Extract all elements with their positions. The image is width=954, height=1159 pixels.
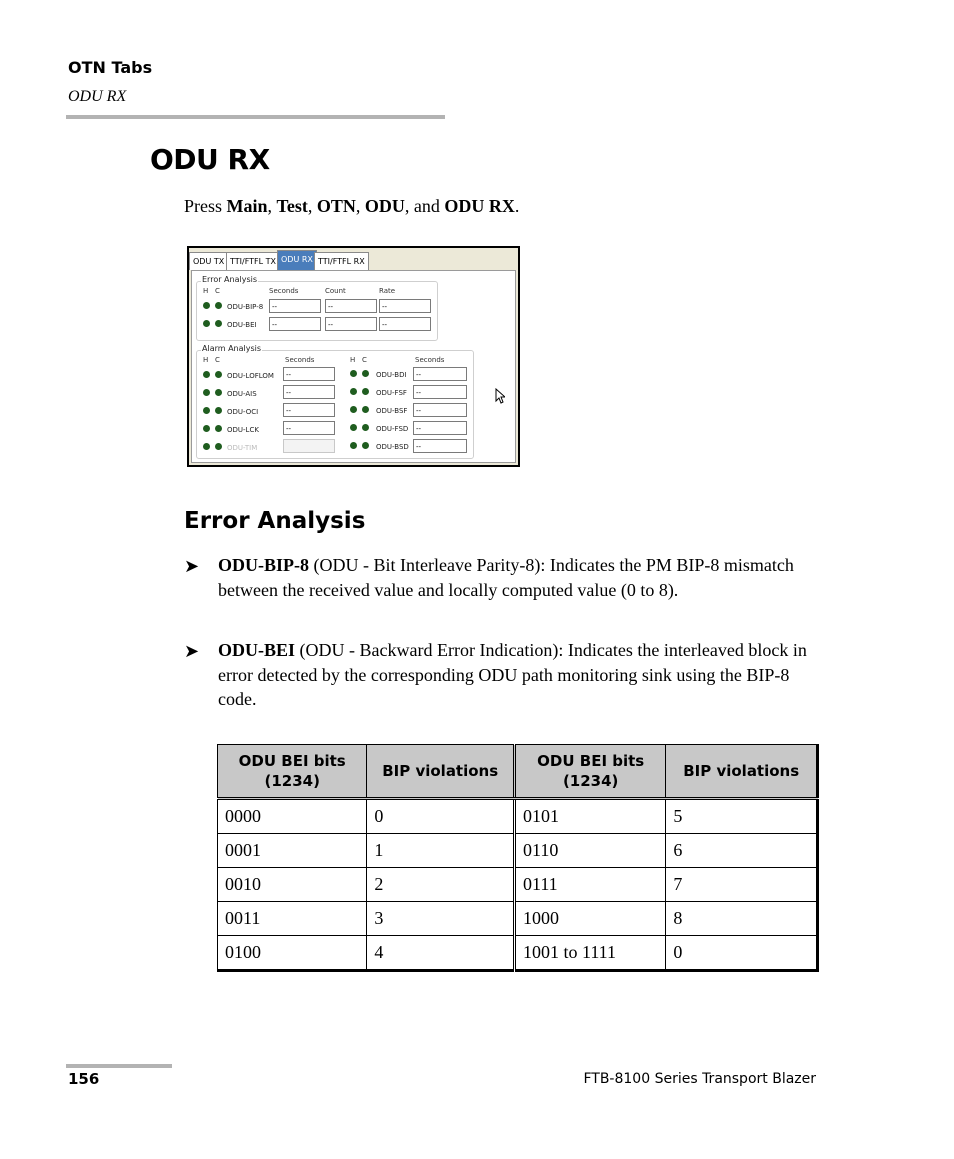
header-rule: [66, 115, 445, 119]
current-led-icon: [215, 389, 222, 396]
col-h-right: H: [350, 356, 356, 364]
col-c-right: C: [362, 356, 367, 364]
current-led-icon: [215, 443, 222, 450]
col-seconds: Seconds: [285, 356, 315, 364]
oci-seconds-field: --: [283, 403, 335, 417]
bei-seconds-field: --: [269, 317, 321, 331]
alarm-label-odu-ais: ODU-AIS: [227, 390, 257, 398]
table-cell: 0011: [218, 902, 367, 936]
current-led-icon: [362, 442, 369, 449]
running-header-subtitle: ODU RX: [68, 88, 127, 105]
bullet-arrow-icon: ➤: [184, 641, 200, 661]
table-header: ODU BEI bits (1234): [218, 745, 367, 799]
tab-tti-ftfl-tx[interactable]: TTI/FTFL TX: [226, 252, 280, 270]
tab-tti-ftfl-rx[interactable]: TTI/FTFL RX: [314, 252, 369, 270]
table-cell: 0000: [218, 799, 367, 834]
table-cell: 8: [666, 902, 818, 936]
error-analysis-group: [196, 275, 438, 341]
history-led-icon: [203, 302, 210, 309]
col-rate: Rate: [379, 287, 396, 295]
ais-seconds-field: --: [283, 385, 335, 399]
table-header: BIP violations: [666, 745, 818, 799]
bdi-seconds-field: --: [413, 367, 467, 381]
col-h: H: [203, 287, 209, 295]
menu-path-test: Test: [276, 196, 308, 216]
fsd-seconds-field: --: [413, 421, 467, 435]
current-led-icon: [215, 425, 222, 432]
menu-path-odu: ODU: [364, 196, 405, 216]
table-header-row: [218, 745, 818, 799]
history-led-icon: [203, 389, 210, 396]
intro-paragraph: Press Main, Test, OTN, ODU, and ODU RX.: [184, 196, 520, 216]
bip8-seconds-field: --: [269, 299, 321, 313]
tab-odu-tx[interactable]: ODU TX: [189, 252, 228, 270]
tim-seconds-field: [283, 439, 335, 453]
current-led-icon: [215, 371, 222, 378]
alarm-label-odu-bsd: ODU-BSD: [376, 443, 409, 451]
table-cell: 0110: [515, 834, 666, 868]
history-led-icon: [203, 425, 210, 432]
table-cell: 0111: [515, 868, 666, 902]
table-cell: 0010: [218, 868, 367, 902]
bullet-description: (ODU - Backward Error Indication): Indicates the interleaved block in error detected by the corresponding ODU path monitoring sink using the BIP-8 code.: [218, 640, 807, 709]
menu-path-otn: OTN: [316, 196, 356, 216]
footer-rule: [66, 1064, 172, 1068]
history-led-icon: [350, 424, 357, 431]
history-led-icon: [350, 406, 357, 413]
current-led-icon: [215, 407, 222, 414]
fsf-seconds-field: --: [413, 385, 467, 399]
page-title: ODU RX: [150, 143, 270, 176]
table-cell: 5: [666, 799, 818, 834]
table-cell: 7: [666, 868, 818, 902]
table-cell: 6: [666, 834, 818, 868]
current-led-icon: [362, 406, 369, 413]
history-led-icon: [203, 371, 210, 378]
lck-seconds-field: --: [283, 421, 335, 435]
bip8-count-field: --: [325, 299, 377, 313]
table-cell: 1001 to 1111: [515, 936, 666, 971]
table-row: [218, 936, 818, 971]
current-led-icon: [362, 388, 369, 395]
current-led-icon: [362, 370, 369, 377]
table-cell: 0: [367, 799, 515, 834]
alarm-label-odu-bdi: ODU-BDI: [376, 371, 407, 379]
alarm-label-odu-bsf: ODU-BSF: [376, 407, 408, 415]
table-cell: 1: [367, 834, 515, 868]
col-h: H: [203, 356, 209, 364]
table-row: [218, 799, 818, 834]
odu-rx-screenshot: [187, 246, 520, 467]
table-header: ODU BEI bits (1234): [515, 745, 666, 799]
bullet-term: ODU-BEI: [218, 640, 296, 660]
alarm-label-odu-oci: ODU-OCI: [227, 408, 259, 416]
history-led-icon: [203, 407, 210, 414]
bei-count-field: --: [325, 317, 377, 331]
row-label-odu-bei: ODU-BEI: [227, 321, 257, 329]
row-label-odu-bip-8: ODU-BIP-8: [227, 303, 264, 311]
table-row: [218, 868, 818, 902]
alarm-label-odu-fsf: ODU-FSF: [376, 389, 407, 397]
alarm-analysis-group: [196, 344, 474, 459]
current-led-icon: [215, 302, 222, 309]
col-c: C: [215, 287, 220, 295]
table-cell: 1000: [515, 902, 666, 936]
col-seconds: Seconds: [269, 287, 299, 295]
loflom-seconds-field: --: [283, 367, 335, 381]
table-row: [218, 902, 818, 936]
tab-panel: [191, 270, 516, 463]
alarm-label-odu-lck: ODU-LCK: [227, 426, 259, 434]
table-cell: 3: [367, 902, 515, 936]
alarm-label-odu-fsd: ODU-FSD: [376, 425, 409, 433]
history-led-icon: [350, 370, 357, 377]
table-header: BIP violations: [367, 745, 515, 799]
section-heading: Error Analysis: [184, 508, 366, 534]
alarm-label-odu-loflom: ODU-LOFLOM: [227, 372, 274, 380]
bullet-arrow-icon: ➤: [184, 556, 200, 576]
table-cell: 0001: [218, 834, 367, 868]
bsd-seconds-field: --: [413, 439, 467, 453]
col-c: C: [215, 356, 220, 364]
bei-violations-table: [217, 744, 819, 972]
col-count: Count: [325, 287, 346, 295]
menu-path-odu-rx: ODU RX: [444, 196, 515, 216]
bullet-odu-bip-8: [218, 553, 818, 602]
bei-rate-field: --: [379, 317, 431, 331]
bsf-seconds-field: --: [413, 403, 467, 417]
history-led-icon: [350, 388, 357, 395]
history-led-icon: [203, 443, 210, 450]
table-cell: 4: [367, 936, 515, 971]
bullet-description: (ODU - Bit Interleave Parity-8): Indicates the PM BIP-8 mismatch between the received value and locally computed value (0 to 8).: [218, 555, 794, 600]
current-led-icon: [215, 320, 222, 327]
menu-path-main: Main: [226, 196, 268, 216]
bip8-rate-field: --: [379, 299, 431, 313]
col-seconds-right: Seconds: [415, 356, 445, 364]
history-led-icon: [203, 320, 210, 327]
history-led-icon: [350, 442, 357, 449]
current-led-icon: [362, 424, 369, 431]
footer-product-name: FTB-8100 Series Transport Blazer: [583, 1071, 816, 1087]
table-cell: 0100: [218, 936, 367, 971]
error-analysis-group-label: Error Analysis: [202, 275, 258, 284]
tab-odu-rx[interactable]: ODU RX: [277, 250, 317, 271]
table-cell: 0101: [515, 799, 666, 834]
page-number: 156: [68, 1070, 100, 1088]
bullet-odu-bei: [218, 638, 818, 712]
table-cell: 2: [367, 868, 515, 902]
bullet-term: ODU-BIP-8: [218, 555, 309, 575]
table-cell: 0: [666, 936, 818, 971]
tab-strip: [189, 250, 518, 270]
mouse-cursor-icon: [495, 388, 505, 404]
alarm-label-odu-tim: ODU-TIM: [227, 444, 258, 452]
alarm-analysis-group-label: Alarm Analysis: [202, 344, 262, 353]
table-row: [218, 834, 818, 868]
running-header-title: OTN Tabs: [68, 58, 153, 77]
